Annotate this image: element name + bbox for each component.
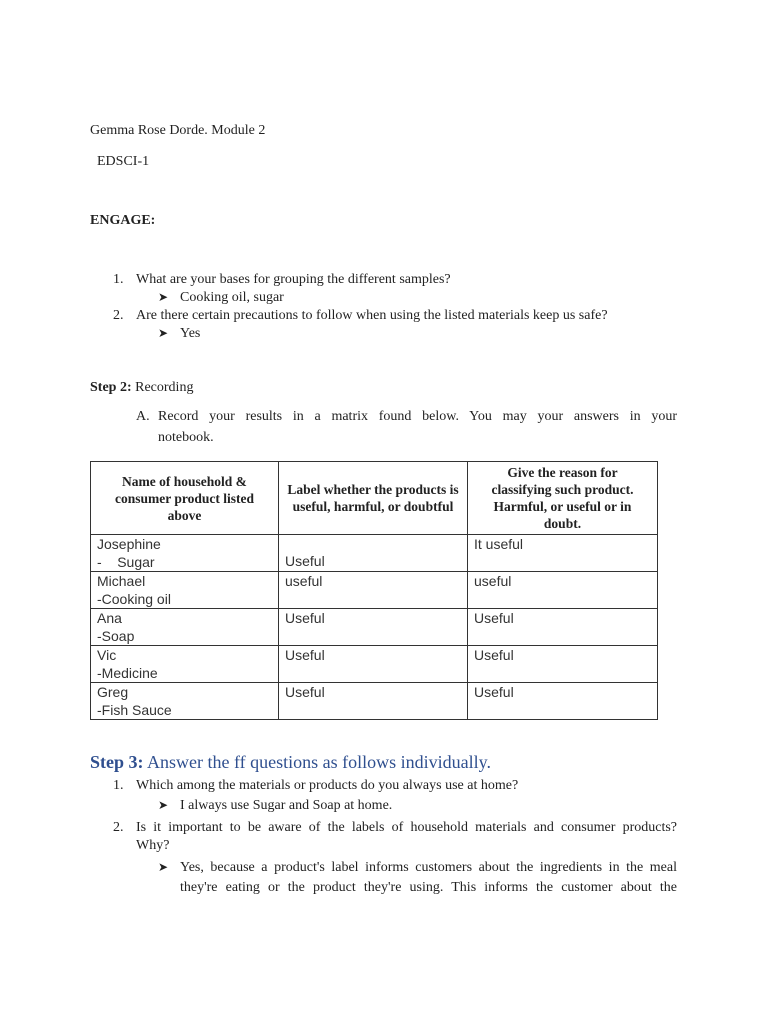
name-cell	[91, 646, 279, 683]
label-cell: Useful	[279, 683, 468, 720]
product-name: - Sugar	[97, 554, 155, 570]
step3-a2-text-line2: they're eating or the product they're using. This informs the customer about the	[180, 880, 677, 895]
step2-instruction-line2: notebook.	[158, 430, 214, 445]
label-cell: Useful	[279, 646, 468, 683]
engage-q1-text: What are your bases for grouping the different samples?	[136, 272, 451, 287]
course-code: EDSCI-1	[97, 154, 150, 169]
step3-title: Answer the ff questions as follows individually.	[147, 752, 491, 772]
engage-q2-number: 2.	[113, 308, 124, 323]
product-name: -Fish Sauce	[97, 702, 172, 718]
step3-q2-text-line2: Why?	[136, 838, 170, 853]
table-row	[91, 609, 658, 646]
name-cell	[91, 535, 279, 572]
reason-cell: It useful	[468, 535, 658, 572]
arrowhead-bullet-icon: ➤	[158, 326, 169, 340]
results-matrix-table	[90, 461, 658, 720]
name-cell	[91, 609, 279, 646]
label-value: Useful	[285, 553, 325, 569]
step2-heading	[90, 380, 193, 396]
table-row	[91, 646, 658, 683]
engage-heading: ENGAGE:	[90, 213, 156, 228]
person-name: Josephine	[97, 536, 161, 552]
person-name: Greg	[97, 684, 129, 700]
step3-a1	[158, 798, 392, 814]
table-row	[91, 535, 658, 572]
table-header-row	[91, 462, 658, 535]
engage-a1-text: Cooking oil, sugar	[180, 290, 284, 305]
engage-q2-text: Are there certain precautions to follow when using the listed materials keep us safe?	[136, 308, 608, 323]
reason-cell: Useful	[468, 683, 658, 720]
engage-q1-number: 1.	[113, 272, 124, 287]
step3-a2-text-line1: Yes, because a product's label informs customers about the ingredients in the meal	[180, 860, 677, 875]
person-name: Ana	[97, 610, 122, 626]
product-name: -Soap	[97, 628, 135, 644]
table-row	[91, 572, 658, 609]
column-header-name: Name of household & consumer product listed above	[91, 462, 279, 535]
engage-a2-text: Yes	[180, 326, 201, 341]
step2-title: Recording	[135, 380, 194, 395]
step3-q1-text: Which among the materials or products do you always use at home?	[136, 778, 519, 793]
label-cell	[279, 535, 468, 572]
reason-cell: useful	[468, 572, 658, 609]
column-header-reason: Give the reason for classifying such product. Harmful, or useful or in doubt.	[468, 462, 658, 535]
engage-a1	[158, 290, 284, 306]
label-cell: Useful	[279, 609, 468, 646]
table-row	[91, 683, 658, 720]
step3-label: Step 3:	[90, 752, 144, 772]
arrowhead-bullet-icon: ➤	[158, 860, 169, 874]
person-name: Michael	[97, 573, 146, 589]
author-line: Gemma Rose Dorde. Module 2	[90, 123, 266, 138]
product-name: -Medicine	[97, 665, 158, 681]
name-cell	[91, 572, 279, 609]
step3-heading	[90, 752, 491, 773]
step2-instruction-line1: Record your results in a matrix found below. You may your answers in your	[158, 409, 677, 424]
label-cell: useful	[279, 572, 468, 609]
column-header-label: Label whether the products is useful, harmful, or doubtful	[279, 462, 468, 535]
step3-q1-number: 1.	[113, 778, 124, 793]
step3-q2-number: 2.	[113, 820, 124, 835]
arrowhead-bullet-icon: ➤	[158, 798, 169, 812]
step3-a2-bullet	[158, 860, 180, 876]
arrowhead-bullet-icon: ➤	[158, 290, 169, 304]
name-cell	[91, 683, 279, 720]
engage-a2	[158, 326, 200, 342]
reason-cell: Useful	[468, 609, 658, 646]
product-name: -Cooking oil	[97, 591, 171, 607]
step2-label: Step 2:	[90, 380, 132, 395]
reason-cell: Useful	[468, 646, 658, 683]
step2-letter: A.	[136, 409, 150, 424]
step3-q2-text-line1: Is it important to be aware of the labels of household materials and consumer products?	[136, 820, 677, 835]
person-name: Vic	[97, 647, 117, 663]
step3-a1-text: I always use Sugar and Soap at home.	[180, 798, 393, 813]
